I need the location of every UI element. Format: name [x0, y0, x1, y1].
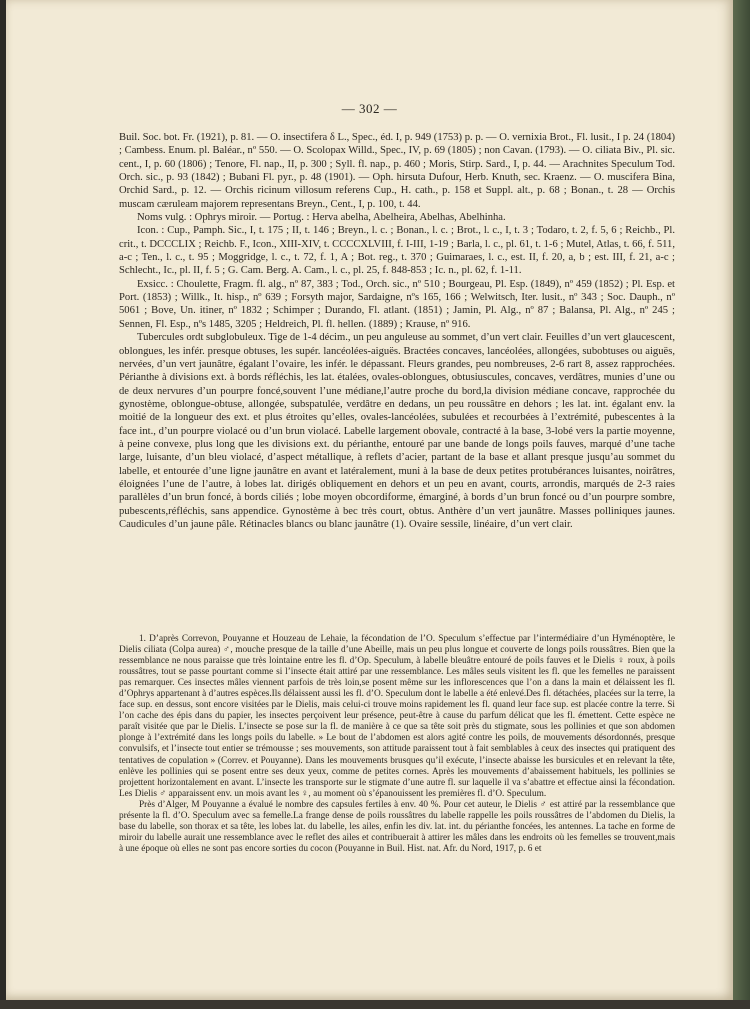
vernacular-names-paragraph: Noms vulg. : Ophrys miroir. — Portug. : Herva abelha, Abelheira, Abelhas, Abelhinha. [137, 212, 506, 224]
synonymy-paragraph: Buil. Soc. bot. Fr. (1921), p. 81. — O. insectifera δ L., Spec., éd. I, p. 949 (1753) p. p. — O. vernixia Brot., Fl. lusit., I p. 24 (1804) ; Cambess. Enum. pl. Baléar., nº 550. — O. Scolopax Willd., Spec., IV, p. 69 (1805) ; non Cavan. (1793). — O. ciliata Biv., Pl. sic. cent., I, p. 60 (1806) ; Tenore, Fl. nap., II, p. 300 ; Syll. fl. nap., p. 460 ; Moris, Stirp. Sard., I, p. 44. — Arachnites Speculum Tod. Orch. sic., p. 93 (1842) ; Bubani Fl. pyr., p. 48 (1901). — Oph. hirsuta Dufour, Herb. Knuth, sec. Kraenz. — O. muscifera Bina, Orchid Sard., p. 12. — Orchis ricinum villosum referens Cup., H. cath., p. 158 et Suppl. alt., p. 68 ; Bonan., t. 28 — Orchis muscam cæruleam majorem representans Breyn., Cent., I, p. 100, t. 44. [119, 132, 675, 210]
iconography-paragraph: Icon. : Cup., Pamph. Sic., I, t. 175 ; II, t. 146 ; Breyn., l. c. ; Bonan., l. c. ; Brot., l. c., I, t. 3 ; Todaro, t. 2, f. 5, 6 ; Reichb., Pl. crit., t. DCCCLIX ; Reichb. F., Icon., XIII-XIV, t. CCCCXLVIII, f. I-III, 1-19 ; Barla, l. c., pl. 61, t. 1-6 ; Mutel, Atlas, t. 66, f. 511, a-c ; Ten., l. c., t. 95 ; Moggridge, l. c., t. 72, f. 1, A ; Bot. reg., t. 370 ; Guimaraes, l. c., est. II, f. 20, a, b ; est. III, f. 21, a-c ; Schlecht., Ic., pl. II, f. 5 ; G. Cam. Berg. A. Cam., l. c., pl. 25, f. 848-853 ; Ic. n., pl. 62, f. 1-11. [119, 225, 675, 277]
exsiccata-paragraph: Exsicc. : Choulette, Fragm. fl. alg., nº 87, 383 ; Tod., Orch. sic., nº 510 ; Bourgeau, Pl. Esp. (1849), nº 459 (1852) ; Pl. Esp. et Port. (1853) ; Willk., It. hisp., nº 639 ; Forsyth major, Sardaigne, nºs 165, 166 ; Welwitsch, Iter. lusit., nº 343 ; Soc. Dauph., nº 5061 ; Bove, Un. itiner, nº 1832 ; Schimper ; Durando, Fl. atlant. (1851) ; Jamin, Pl. Alg., nº 87 ; Balansa, Pl. Alg., nº 245 ; Sennen, Fl. Esp., nºs 1485, 3205 ; Heldreich, Pl. fl. hellen. (1889) ; Krause, nº 916. [119, 278, 675, 330]
footnote-1-continued: Près d’Alger, M Pouyanne a évalué le nombre des capsules fertiles à env. 40 %. Pour cet auteur, le Dielis ♂ est attiré par la ressemblance que présente la fl. d’O. Speculum avec sa femelle.La frange dense de poils roussâtres du labelle rappelle les poils roussâtres de l’abdomen du Dielis, la base du labelle, son thorax et sa tête, les lobes lat. du labelle, les ailes, enfin les div. lat. int. du périanthe foncées, les antennes. La tache en forme de miroir du labelle aurait une ressemblance avec le reflet des ailes et contribuerait à attirer les mâles dans les endroits où les femelles se trouvent,mais à une époque où elles ne sont pas encore sorties du cocon (Pouyanne in Buil. Hist. nat. Afr. du Nord, 1917, p. 6 et [119, 799, 675, 854]
book-page [6, 0, 733, 1000]
footnote-1: 1. D’après Correvon, Pouyanne et Houzeau de Lehaie, la fécondation de l’O. Speculum s’effectue par l’intermédiaire d’un Hyménoptère, le Dielis ciliata (Colpa aurea) ♂, mouche presque de la taille d’une Abeille, mais un peu plus longue et couverte de longs poils roussâtres. Bien que la ressemblance ne nous paraisse que très lointaine entre les fl. d’Op. Speculum, à labelle bleuâtre entouré de poils fauves et le Dielis ♀ roux, à poils roussâtres, tout se passe pourtant comme si l’insecte était attiré par une ressemblance. Les mâles seuls visitent les fl. que les femelles ne paraissent pas remarquer. Ces insectes mâles viennent parfois de très loin,se posent même sur les inflorescences que l’on a dans la main et délaissent les fl. d’Ophrys appartenant à d’autres espèces.Ils délaissent aussi les fl. d’O. Speculum dont le labelle a été enlevé.Des fl. détachées, placées sur la terre, la face sup. en dessus, sont encore visitées par le Dielis, mais celui-ci trouve moins rapidement les fl. quand leur face sup. est placée contre la terre. Si l’on cache des épis dans du papier, les insectes perçoivent leur présence, peut-être à cause du parfum délicat que les fl. émettent. Cette espèce ne paraît visitée que par le Dielis. L’insecte se pose sur la fl. de manière à ce que sa tête soit près du stigmate, sous les pollinies et que son abdomen plonge à l’extrémité dans les longs poils du labelle. » Le bout de l’abdomen est alors agité contre les poils, de mouvements désordonnés, presque convulsifs, et l’insecte tout entier se trémousse ; ses mouvements, son attitude paraissent tout à fait semblables à ceux des insectes qui pratiquent des tentatives de copulation » (Correv. et Pouyanne). Dans les mouvements brusques qu’il exécute, l’insecte abaisse les bursicules et en relevant la tête, enlève les pollinies qui se posent entre ses deux yeux, comme de petites cornes. Après les mouvements d’abaissement habituels, les pollinies se projettent horizontalement en avant. L’insecte les transporte sur le stigmate d’une autre fl. sur laquelle il va s’abattre et effectue ainsi la fécondation. Les Dielis ♂ apparaissent env. un mois avant les ♀, au moment où s’épanouissent les premières fl. d’O. Speculum. [119, 634, 675, 799]
book-bottom-edge [0, 1000, 750, 1009]
description-paragraph: Tubercules ordt subglobuleux. Tige de 1-4 décim., un peu anguleuse au sommet, d’un vert clair. Feuilles d’un vert glaucescent, oblongues, les infér. presque obtuses, les supér. lancéolées-aiguës. Bractées concaves, lancéolées, allongées, subobtuses ou aiguës, nervées, d’un vert jaunâtre, égalant l’ovaire, les infér. le dépassant. Fleurs grandes, peu nombreuses, 2-6 rart 8, assez rapprochées. Périanthe à divisions ext. à bords réfléchis, les lat. étalées, ovales-oblongues, obtusiuscules, concaves, verdâtres, munies d’une ou de deux nervures d’un pourpre foncé,souvent l’une médiane,l’autre proche du bord,la division médiane concave, rapprochée du gynostème, oblongue-obtuse, allongée, subspatulée, verdâtre en dedans, un peu roussâtre en dehors ; les lat. int. égalant env. la moitié de la longueur des ext. et plus étroites qu’elles, ovales-lancéolées, subulées et recourbées à l’extrémité, pubescentes à la face int., d’un pourpre violacé ou d’un brun violacé. Labelle largement obovale, contracté à la base, 3-lobé vers la partie moyenne, à peine convexe, plus long que les divisions ext. du périanthe, entouré par une bande de longs poils fauves, marqué d’une tache large, luisante, d’un bleu violacé, d’aspect métallique, à reflets d’acier, partant de la base et allant presque jusqu’au sommet du labelle, et entourée d’une ligne jaunâtre en avant et latéralement, muni à la base de deux petites protubérances luisantes, noirâtres, éloignées l’une de l’autre, à lobes lat. dirigés obliquement en dehors et un peu en avant, courts, arrondis, marqués de 2-3 raies parallèles d’un brun foncé, à bords ciliés ; lobe moyen obcordiforme, émarginé, à bords d’un brun foncé ou d’un pourpre sombre, pubescents,réfléchis, sans appendice. Gynostème à bec très court, obtus. Anthère d’un vert jaunâtre. Masses polliniques jaunes. Caudicules d’un jaune pâle. Rétinacles blancs ou blanc jaunâtre (1). Ovaire sessile, linéaire, d’un vert clair. [119, 332, 676, 530]
page-number: — 302 — [341, 101, 398, 116]
main-text [119, 131, 675, 531]
book-spine [733, 0, 750, 1009]
footnotes [119, 634, 675, 855]
